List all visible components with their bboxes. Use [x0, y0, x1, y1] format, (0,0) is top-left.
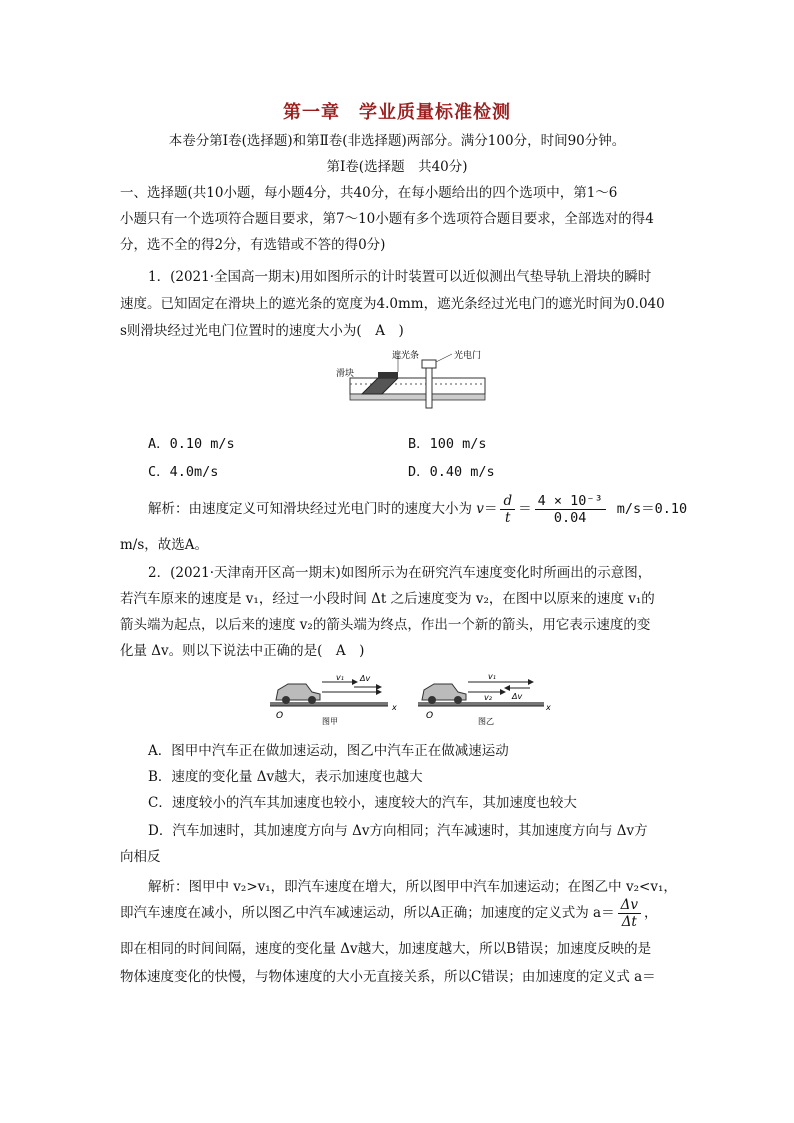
q1-answer-post: m/s＝0.10	[608, 501, 688, 517]
q2-option-a: A．图甲中汽车正在做加速运动，图乙中汽车正在做减速运动	[148, 743, 509, 759]
axis-label: x	[546, 703, 551, 712]
q1-option-c: C．4.0m/s	[148, 464, 219, 480]
caption-jia: 图甲	[322, 717, 338, 726]
q1-option-d: D．0.40 m/s	[408, 464, 495, 480]
q2-option-b: B．速度的变化量 Δv越大，表示加速度也越大	[148, 769, 423, 785]
origin-label: O	[426, 711, 434, 721]
gate-label: 光电门	[454, 351, 482, 361]
fraction-numerator: 4 × 10⁻³	[535, 493, 606, 510]
q1-answer	[148, 492, 687, 526]
q2-stem: 若汽车原来的速度是 v₁，经过一小段时间 Δt 之后速度变为 v₂，在图中以原来的速度 v₁的	[120, 591, 655, 607]
section-heading: 第Ⅰ卷(选择题 共40分)	[326, 159, 468, 175]
q1-option-b: B．100 m/s	[408, 436, 487, 452]
instructions-line: 一、选择题(共10小题，每小题4分，共40分，在每小题给出的四个选项中，第1～6	[120, 185, 618, 201]
v2-label: v₂	[484, 693, 492, 702]
origin-label: O	[276, 711, 284, 721]
q2-answer-text: 即汽车速度在减小，所以图乙中汽车减速运动，所以A正确；加速度的定义式为 a＝	[120, 905, 615, 921]
q1-option-a: A．0.10 m/s	[148, 436, 235, 452]
q2-option-d: D．汽车加速时，其加速度方向与 Δv方向相同；汽车减速时，其加速度方向与 Δv方	[148, 823, 648, 839]
q1-answer-v: v	[476, 501, 484, 517]
q2-answer: 即在相同的时间间隔，速度的变化量 Δv越大，加速度越大，所以B错误；加速度反映的是	[120, 941, 652, 957]
q2-fraction-tail: ，	[643, 905, 658, 921]
q2-answer-line	[120, 896, 657, 930]
q1-answer-line2: m/s，故选A。	[120, 537, 209, 553]
figure-yi	[418, 672, 551, 726]
photogate-figure	[330, 350, 490, 412]
dv-over-dt-fraction	[618, 897, 641, 930]
d-over-t-fraction	[500, 493, 515, 526]
q1-stem: s则滑块经过光电门位置时的速度大小为( A )	[120, 323, 404, 339]
q2-stem: 2．(2021·天津南开区高一期末)如图所示为在研究汽车速度变化时所画出的示意图，	[148, 565, 652, 581]
v1-label: v₁	[488, 672, 496, 681]
numeric-fraction	[535, 493, 606, 526]
fraction-denominator: 0.04	[553, 510, 587, 526]
q1-answer-pre: 解析：由速度定义可知滑块经过光电门时的速度大小为	[148, 501, 477, 517]
caption-yi: 图乙	[478, 717, 494, 726]
instructions-line: 分，选不全的得2分，有选错或不答的得0分)	[120, 237, 386, 253]
shade-label: 遮光条	[392, 351, 420, 361]
dv-label: Δv	[360, 674, 371, 683]
fraction-numerator: d	[500, 493, 515, 510]
intro-text: 本卷分第Ⅰ卷(选择题)和第Ⅱ卷(非选择题)两部分。满分100分，时间90分钟。	[168, 133, 626, 149]
figure-jia	[270, 673, 397, 726]
v1-label: v₁	[336, 673, 344, 682]
axis-label: x	[392, 703, 397, 712]
q2-answer: 物体速度变化的快慢，与物体速度的大小无直接关系，所以C错误；由加速度的定义式 a＝	[120, 969, 656, 985]
q1-stem: 速度。已知固定在滑块上的遮光条的宽度为4.0mm，遮光条经过光电门的遮光时间为0.040	[120, 296, 665, 312]
fraction-denominator: t	[505, 510, 511, 526]
q2-stem: 箭头端为起点，以后来的速度 v₂的箭头端为终点，作出一个新的箭头，用它表示速度的变	[120, 617, 651, 633]
q2-option-d-cont: 向相反	[120, 849, 161, 865]
car-velocity-figure	[266, 668, 556, 726]
q2-answer: 解析：图甲中 v₂>v₁，即汽车速度在增大，所以图甲中汽车加速运动；在图乙中 v₂<v₁，	[148, 879, 677, 895]
instructions-line: 小题只有一个选项符合题目要求，第7～10小题有多个选项符合题目要求，全部选对的得4	[120, 211, 654, 227]
page-title: 第一章 学业质量标准检测	[283, 102, 511, 123]
q1-answer-eq2: ＝	[518, 501, 532, 517]
dv-label: Δv	[512, 692, 523, 701]
q2-option-c: C．速度较小的汽车其加速度也较小，速度较大的汽车，其加速度也较大	[148, 795, 577, 811]
slider-label: 滑块	[336, 369, 355, 379]
q1-answer-eq: ＝	[483, 501, 498, 517]
fraction-denominator: Δt	[621, 914, 637, 930]
fraction-numerator: Δv	[618, 897, 641, 914]
q2-stem: 化量 Δv。则以下说法中正确的是( A )	[120, 643, 365, 659]
q1-stem: 1．(2021·全国高一期末)用如图所示的计时装置可以近似测出气垫导轨上滑块的瞬时	[148, 269, 652, 285]
